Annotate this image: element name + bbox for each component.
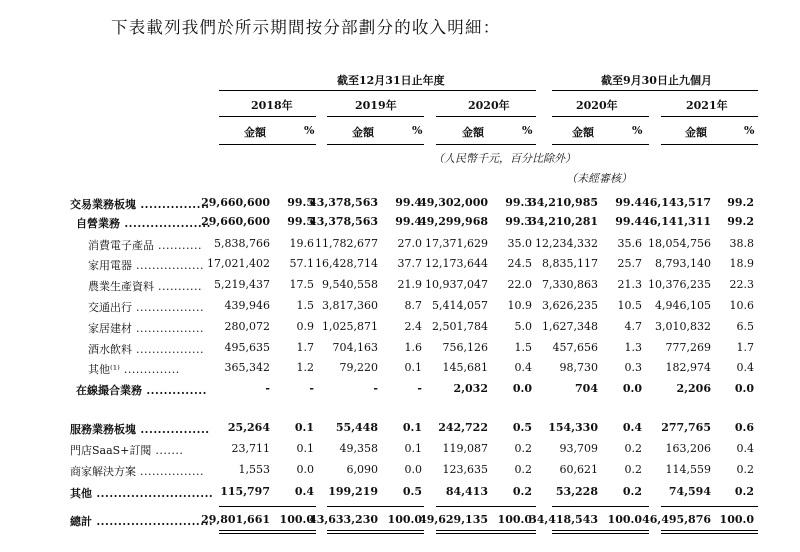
cell-percent: 1.3 (624, 341, 642, 354)
row-label-text: 其他⁽¹⁾ (88, 363, 120, 376)
row-label (76, 382, 207, 398)
cell-percent: 0.4 (294, 485, 314, 498)
header-year: 2020年 (576, 99, 618, 112)
row-label (70, 485, 213, 501)
header-amount: 金額 (685, 126, 707, 139)
row-label-text: 家居建材 (88, 322, 132, 335)
cell-percent: 99.4 (615, 196, 642, 209)
cell-percent: 99.4 (395, 196, 422, 209)
cell-percent: 100.0 (279, 513, 314, 526)
cell-amount: 10,376,235 (648, 278, 711, 291)
cell-amount: 11,782,677 (315, 237, 378, 250)
unit-note: （人民幣千元，百分比除外） (433, 152, 576, 165)
cell-amount: 2,501,784 (432, 320, 488, 333)
header-pct: % (304, 124, 315, 137)
cell-percent: 99.5 (287, 196, 314, 209)
header-amount: 金額 (462, 126, 484, 139)
cell-percent: 0.4 (514, 361, 532, 374)
cell-amount: 93,709 (559, 442, 598, 455)
header-year-rule (552, 116, 649, 117)
cell-percent: 0.2 (622, 485, 642, 498)
cell-percent: 99.3 (505, 196, 532, 209)
cell-amount: 4,946,105 (655, 299, 711, 312)
total-rule-top (327, 506, 424, 507)
cell-percent: 0.0 (512, 382, 532, 395)
header-amount: 金額 (572, 126, 594, 139)
cell-percent: 1.5 (514, 341, 532, 354)
cell-amount: 2,032 (453, 382, 488, 395)
row-label-text: 商家解決方案 (70, 465, 136, 478)
cell-amount: 9,540,558 (322, 278, 378, 291)
header-year: 2021年 (686, 99, 728, 112)
row-label-text: 交易業務板塊 (70, 198, 136, 211)
cell-amount: 8,835,117 (542, 257, 598, 270)
header-year-rule (661, 116, 758, 117)
leader-dots: ........... (154, 239, 202, 252)
cell-percent: 100.0 (387, 513, 422, 526)
cell-amount: 49,358 (339, 442, 378, 455)
intro-text: 下表載列我們於所示期間按分部劃分的收入明細： (111, 18, 501, 37)
leader-dots: .............. (142, 384, 207, 397)
header-year: 2020年 (468, 99, 510, 112)
cell-percent: 17.5 (289, 278, 314, 291)
cell-amount: 84,413 (445, 485, 488, 498)
cell-amount: 34,210,985 (529, 196, 598, 209)
cell-percent: 0.1 (294, 421, 314, 434)
subheader-rule (219, 144, 316, 145)
cell-percent: 0.2 (512, 485, 532, 498)
header-year: 2019年 (355, 99, 397, 112)
cell-percent: 0.0 (296, 463, 314, 476)
cell-percent: 0.5 (402, 485, 422, 498)
cell-amount: 29,660,600 (201, 215, 270, 228)
cell-percent: 100.0 (719, 513, 754, 526)
header-pct: % (744, 124, 755, 137)
cell-amount: 49,302,000 (419, 196, 488, 209)
leader-dots: ................. (132, 322, 204, 335)
total-rule-bottom-double (552, 533, 649, 534)
cell-amount: 10,937,047 (425, 278, 488, 291)
total-rule-bottom (219, 530, 316, 531)
cell-amount: 2,206 (676, 382, 711, 395)
total-rule-bottom-double (661, 533, 758, 534)
leader-dots: ....... (151, 444, 184, 457)
cell-percent: 0.4 (736, 361, 754, 374)
cell-percent: 5.0 (514, 320, 532, 333)
cell-amount: 199,219 (328, 485, 378, 498)
cell-percent: 0.4 (622, 421, 642, 434)
cell-amount: 23,711 (231, 442, 270, 455)
leader-dots: ........................... (92, 487, 214, 500)
unaudited-note: （未經審核） (566, 172, 632, 185)
cell-percent: 100.0 (607, 513, 642, 526)
cell-percent: 22.3 (729, 278, 754, 291)
cell-amount: 756,126 (442, 341, 488, 354)
cell-amount: - (373, 382, 378, 395)
subheader-rule (661, 144, 758, 145)
subheader-rule (327, 144, 424, 145)
cell-amount: 154,330 (548, 421, 598, 434)
cell-amount: 7,330,863 (542, 278, 598, 291)
row-label-text: 農業生產資料 (88, 280, 154, 293)
cell-percent: 0.1 (296, 442, 314, 455)
row-label (88, 320, 204, 336)
cell-percent: 35.0 (507, 237, 532, 250)
total-rule-top (219, 506, 316, 507)
leader-dots: ................. (132, 301, 204, 314)
cell-percent: 21.3 (617, 278, 642, 291)
cell-percent: 21.9 (397, 278, 422, 291)
header-year-rule (327, 116, 424, 117)
cell-amount: 17,021,402 (207, 257, 270, 270)
cell-percent: 0.1 (404, 361, 422, 374)
cell-amount: 3,817,360 (322, 299, 378, 312)
cell-amount: 280,072 (224, 320, 270, 333)
cell-percent: 38.8 (729, 237, 754, 250)
cell-amount: 74,594 (668, 485, 711, 498)
row-label (70, 513, 213, 529)
cell-percent: 0.2 (624, 463, 642, 476)
header-year-rule (219, 116, 316, 117)
cell-amount: 277,765 (661, 421, 711, 434)
row-label-text: 消費電子產品 (88, 239, 154, 252)
cell-amount: 12,234,332 (535, 237, 598, 250)
cell-percent: 35.6 (617, 237, 642, 250)
total-rule-bottom (436, 530, 536, 531)
cell-amount: 79,220 (339, 361, 378, 374)
cell-amount: 242,722 (438, 421, 488, 434)
cell-percent: 22.0 (507, 278, 532, 291)
cell-amount: 495,635 (224, 341, 270, 354)
cell-percent: 1.2 (296, 361, 314, 374)
header-pct: % (632, 124, 643, 137)
cell-amount: 55,448 (335, 421, 378, 434)
cell-amount: 43,378,563 (309, 196, 378, 209)
cell-amount: 46,495,876 (642, 513, 711, 526)
cell-percent: 0.1 (402, 421, 422, 434)
cell-amount: 3,010,832 (655, 320, 711, 333)
cell-amount: 182,974 (665, 361, 711, 374)
cell-percent: 99.4 (615, 215, 642, 228)
total-rule-bottom-double (436, 533, 536, 534)
cell-percent: 6.5 (736, 320, 754, 333)
cell-percent: 99.3 (505, 215, 532, 228)
row-label (88, 361, 180, 377)
cell-percent: 100.0 (497, 513, 532, 526)
cell-amount: 34,210,281 (529, 215, 598, 228)
header-amount: 金額 (244, 126, 266, 139)
total-rule-top (661, 506, 758, 507)
cell-percent: - (417, 382, 422, 395)
total-rule-top (436, 506, 536, 507)
leader-dots: ................ (136, 465, 204, 478)
row-label-text: 門店SaaS+訂閱 (70, 444, 152, 457)
cell-amount: 114,559 (665, 463, 711, 476)
total-rule-bottom (552, 530, 649, 531)
cell-amount: 777,269 (665, 341, 711, 354)
total-rule-bottom-double (327, 533, 424, 534)
cell-percent: 10.6 (729, 299, 754, 312)
cell-percent: 0.6 (734, 421, 754, 434)
cell-amount: 145,681 (442, 361, 488, 374)
cell-percent: 0.0 (734, 382, 754, 395)
cell-percent: 0.2 (624, 442, 642, 455)
leader-dots: ................ (136, 198, 210, 211)
cell-percent: 1.7 (736, 341, 754, 354)
cell-percent: 2.4 (404, 320, 422, 333)
cell-amount: 1,025,871 (322, 320, 378, 333)
cell-percent: 0.4 (736, 442, 754, 455)
total-rule-bottom-double (219, 533, 316, 534)
header-rule-nine-months (552, 90, 758, 91)
cell-amount: 704 (575, 382, 598, 395)
cell-amount: 12,173,644 (425, 257, 488, 270)
cell-amount: 29,801,661 (201, 513, 270, 526)
cell-amount: 60,621 (559, 463, 598, 476)
cell-amount: 5,414,057 (432, 299, 488, 312)
cell-amount: 8,793,140 (655, 257, 711, 270)
row-label (88, 299, 204, 315)
cell-percent: 37.7 (397, 257, 422, 270)
cell-percent: 19.6 (289, 237, 314, 250)
cell-amount: 43,378,563 (309, 215, 378, 228)
cell-percent: 0.9 (296, 320, 314, 333)
cell-percent: 24.5 (507, 257, 532, 270)
cell-amount: 1,627,348 (542, 320, 598, 333)
leader-dots: ................ (136, 423, 210, 436)
cell-percent: 4.7 (624, 320, 642, 333)
header-group-nine-months: 截至9月30日止九個月 (601, 74, 712, 87)
cell-amount: 16,428,714 (315, 257, 378, 270)
cell-amount: 34,418,543 (529, 513, 598, 526)
cell-amount: 46,141,311 (642, 215, 711, 228)
row-label (88, 278, 202, 294)
cell-amount: 5,838,766 (214, 237, 270, 250)
cell-amount: 119,087 (442, 442, 488, 455)
leader-dots: ........................... (92, 515, 214, 528)
leader-dots: ................. (132, 343, 204, 356)
cell-amount: - (265, 382, 270, 395)
cell-percent: 25.7 (617, 257, 642, 270)
leader-dots: ........... (154, 280, 202, 293)
cell-percent: 0.2 (736, 463, 754, 476)
header-pct: % (522, 124, 533, 137)
row-label (88, 237, 202, 253)
header-rule-annual (219, 90, 536, 91)
cell-percent: 10.9 (507, 299, 532, 312)
row-label-text: 其他 (70, 487, 92, 500)
row-label (88, 341, 204, 357)
cell-amount: 49,299,968 (419, 215, 488, 228)
header-pct: % (412, 124, 423, 137)
row-label-text: 酒水飲料 (88, 343, 132, 356)
row-label (76, 215, 211, 231)
cell-amount: 1,553 (238, 463, 270, 476)
cell-amount: 5,219,437 (214, 278, 270, 291)
total-rule-bottom (661, 530, 758, 531)
cell-percent: 0.5 (512, 421, 532, 434)
row-label (70, 196, 210, 212)
cell-percent: 1.5 (296, 299, 314, 312)
cell-amount: 17,371,629 (425, 237, 488, 250)
cell-amount: 457,656 (552, 341, 598, 354)
leader-dots: .............. (119, 363, 180, 376)
cell-percent: 0.2 (734, 485, 754, 498)
leader-dots: ................. (132, 259, 204, 272)
cell-percent: 10.5 (617, 299, 642, 312)
cell-amount: 365,342 (224, 361, 270, 374)
row-label (70, 442, 183, 458)
total-rule-top (552, 506, 649, 507)
total-rule-bottom (327, 530, 424, 531)
cell-percent: 0.0 (622, 382, 642, 395)
header-group-annual: 截至12月31日止年度 (337, 74, 445, 87)
cell-amount: 98,730 (559, 361, 598, 374)
row-label-text: 在線撮合業務 (76, 384, 142, 397)
header-amount: 金額 (352, 126, 374, 139)
cell-percent: 0.2 (514, 442, 532, 455)
cell-amount: 439,946 (224, 299, 270, 312)
row-label (88, 257, 204, 273)
cell-amount: 18,054,756 (648, 237, 711, 250)
row-label-text: 自營業務 (76, 217, 120, 230)
cell-amount: 123,635 (442, 463, 488, 476)
leader-dots: .................... (120, 217, 211, 230)
cell-amount: 25,264 (227, 421, 270, 434)
row-label-text: 家用電器 (88, 259, 132, 272)
cell-percent: 99.2 (727, 196, 754, 209)
cell-percent: - (309, 382, 314, 395)
cell-percent: 1.6 (404, 341, 422, 354)
cell-amount: 6,090 (346, 463, 378, 476)
row-label-text: 服務業務板塊 (70, 423, 136, 436)
cell-amount: 704,163 (332, 341, 378, 354)
cell-amount: 46,143,517 (642, 196, 711, 209)
row-label (70, 463, 204, 479)
cell-percent: 18.9 (729, 257, 754, 270)
row-label-text: 交通出行 (88, 301, 132, 314)
header-year: 2018年 (251, 99, 293, 112)
cell-percent: 99.2 (727, 215, 754, 228)
cell-amount: 163,206 (665, 442, 711, 455)
row-label (70, 421, 210, 437)
cell-percent: 99.4 (395, 215, 422, 228)
row-label-text: 總計 (70, 515, 92, 528)
cell-amount: 3,626,235 (542, 299, 598, 312)
cell-percent: 1.7 (296, 341, 314, 354)
cell-percent: 99.5 (287, 215, 314, 228)
subheader-rule (552, 144, 649, 145)
header-year-rule (436, 116, 536, 117)
cell-amount: 49,629,135 (419, 513, 488, 526)
cell-amount: 43,633,230 (309, 513, 378, 526)
subheader-rule (436, 144, 536, 145)
cell-percent: 0.3 (624, 361, 642, 374)
cell-percent: 27.0 (397, 237, 422, 250)
cell-percent: 57.1 (289, 257, 314, 270)
cell-percent: 0.0 (404, 463, 422, 476)
cell-amount: 115,797 (220, 485, 270, 498)
cell-percent: 0.1 (404, 442, 422, 455)
cell-amount: 53,228 (555, 485, 598, 498)
cell-percent: 8.7 (404, 299, 422, 312)
cell-percent: 0.2 (514, 463, 532, 476)
cell-amount: 29,660,600 (201, 196, 270, 209)
